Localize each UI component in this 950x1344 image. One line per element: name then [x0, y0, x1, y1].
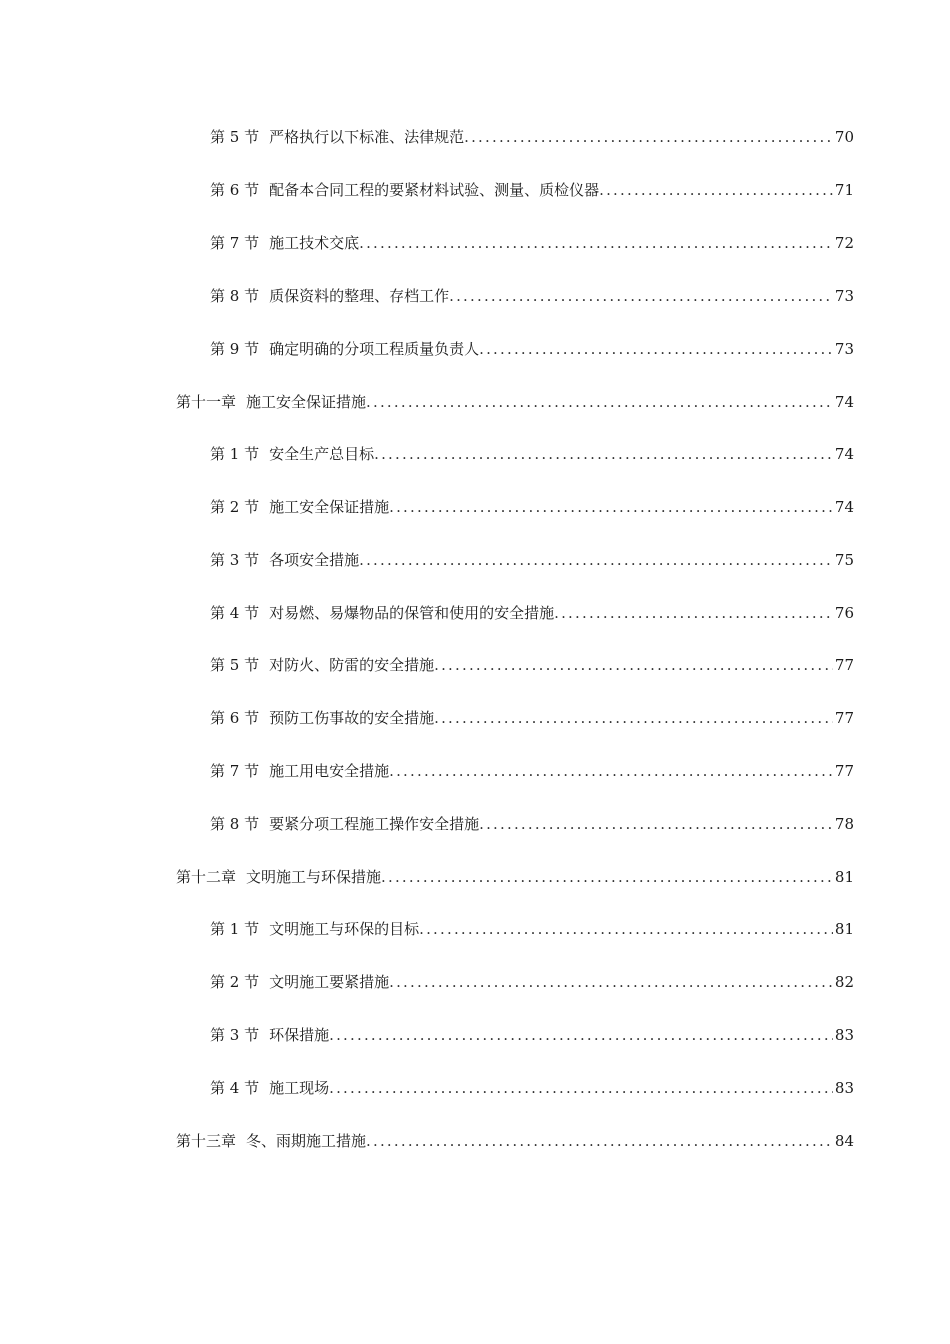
- entry-title: 严格执行以下标准、法律规范: [269, 128, 465, 146]
- entry-page-number: 83: [834, 1079, 854, 1097]
- entry-number: 第十一章: [176, 393, 237, 411]
- entry-number: 第 4 节: [210, 604, 260, 622]
- entry-number: 第 4 节: [210, 1079, 260, 1097]
- entry-number: 第十二章: [176, 868, 237, 886]
- dot-leader: [599, 178, 833, 202]
- entry-title: 冬、雨期施工措施: [246, 1132, 367, 1150]
- toc-entry[interactable]: [210, 812, 854, 836]
- toc-entry[interactable]: [210, 442, 854, 466]
- entry-number: 第 5 节: [210, 128, 260, 146]
- entry-page-number: 77: [834, 656, 854, 674]
- entry-title: 施工安全保证措施: [246, 393, 367, 411]
- entry-title: 安全生产总目标: [269, 445, 375, 463]
- entry-number: 第十三章: [176, 1132, 237, 1150]
- dot-leader: [366, 390, 833, 414]
- toc-entry[interactable]: [210, 337, 854, 361]
- dot-leader: [381, 865, 833, 889]
- dot-leader: [434, 653, 833, 677]
- entry-page-number: 74: [834, 498, 854, 516]
- entry-number: 第 6 节: [210, 181, 260, 199]
- toc-chapter-entry[interactable]: [176, 390, 854, 414]
- entry-page-number: 78: [834, 815, 854, 833]
- entry-page-number: 77: [834, 762, 854, 780]
- dot-leader: [389, 495, 833, 519]
- dot-leader: [434, 706, 833, 730]
- entry-title: 确定明确的分项工程质量负责人: [269, 340, 480, 358]
- entry-number: 第 8 节: [210, 815, 260, 833]
- entry-number: 第 5 节: [210, 656, 260, 674]
- dot-leader: [479, 812, 833, 836]
- entry-title: 施工技术交底: [269, 234, 360, 252]
- toc-entry[interactable]: [210, 759, 854, 783]
- dot-leader: [359, 548, 833, 572]
- entry-page-number: 73: [834, 340, 854, 358]
- entry-number: 第 7 节: [210, 234, 260, 252]
- dot-leader: [359, 231, 833, 255]
- toc-entry[interactable]: [210, 601, 854, 625]
- entry-title: 预防工伤事故的安全措施: [269, 709, 435, 727]
- dot-leader: [419, 917, 833, 941]
- toc-entry[interactable]: [210, 917, 854, 941]
- entry-title: 各项安全措施: [269, 551, 360, 569]
- entry-page-number: 82: [834, 973, 854, 991]
- toc-entry[interactable]: [210, 231, 854, 255]
- entry-number: 第 7 节: [210, 762, 260, 780]
- entry-page-number: 77: [834, 709, 854, 727]
- dot-leader: [389, 759, 833, 783]
- entry-number: 第 2 节: [210, 973, 260, 991]
- toc-chapter-entry[interactable]: [176, 865, 854, 889]
- entry-number: 第 8 节: [210, 287, 260, 305]
- entry-page-number: 83: [834, 1026, 854, 1044]
- entry-page-number: 81: [834, 868, 854, 886]
- dot-leader: [449, 284, 833, 308]
- entry-number: 第 1 节: [210, 445, 260, 463]
- entry-number: 第 6 节: [210, 709, 260, 727]
- entry-page-number: 73: [834, 287, 854, 305]
- entry-title: 对易燃、易爆物品的保管和使用的安全措施: [269, 604, 555, 622]
- entry-number: 第 3 节: [210, 551, 260, 569]
- entry-page-number: 71: [834, 181, 854, 199]
- entry-page-number: 74: [834, 393, 854, 411]
- toc-entry[interactable]: [210, 1023, 854, 1047]
- entry-number: 第 9 节: [210, 340, 260, 358]
- dot-leader: [366, 1129, 833, 1153]
- dot-leader: [389, 970, 833, 994]
- toc-entry[interactable]: [210, 125, 854, 149]
- toc-entry[interactable]: [210, 178, 854, 202]
- dot-leader: [329, 1076, 833, 1100]
- entry-number: 第 3 节: [210, 1026, 260, 1044]
- entry-number: 第 1 节: [210, 920, 260, 938]
- entry-title: 对防火、防雷的安全措施: [269, 656, 435, 674]
- dot-leader: [479, 337, 833, 361]
- entry-page-number: 74: [834, 445, 854, 463]
- toc-chapter-entry[interactable]: [176, 1129, 854, 1153]
- toc-entry[interactable]: [210, 653, 854, 677]
- entry-page-number: 75: [834, 551, 854, 569]
- entry-title: 施工安全保证措施: [269, 498, 390, 516]
- toc-entry[interactable]: [210, 706, 854, 730]
- entry-title: 配备本合同工程的要紧材料试验、测量、质检仪器: [269, 181, 600, 199]
- dot-leader: [329, 1023, 833, 1047]
- entry-title: 施工现场: [269, 1079, 330, 1097]
- toc-entry[interactable]: [210, 548, 854, 572]
- toc-entry[interactable]: [210, 970, 854, 994]
- entry-page-number: 81: [834, 920, 854, 938]
- toc-entry[interactable]: [210, 495, 854, 519]
- dot-leader: [374, 442, 833, 466]
- entry-page-number: 70: [834, 128, 854, 146]
- entry-title: 文明施工要紧措施: [269, 973, 390, 991]
- entry-page-number: 84: [834, 1132, 854, 1150]
- entry-title: 施工用电安全措施: [269, 762, 390, 780]
- entry-number: 第 2 节: [210, 498, 260, 516]
- entry-page-number: 72: [834, 234, 854, 252]
- dot-leader: [554, 601, 833, 625]
- entry-title: 文明施工与环保措施: [246, 868, 382, 886]
- toc-entry[interactable]: [210, 1076, 854, 1100]
- entry-title: 质保资料的整理、存档工作: [269, 287, 450, 305]
- toc-entry[interactable]: [210, 284, 854, 308]
- entry-title: 要紧分项工程施工操作安全措施: [269, 815, 480, 833]
- entry-page-number: 76: [834, 604, 854, 622]
- entry-title: 环保措施: [269, 1026, 330, 1044]
- entry-title: 文明施工与环保的目标: [269, 920, 420, 938]
- dot-leader: [464, 125, 833, 149]
